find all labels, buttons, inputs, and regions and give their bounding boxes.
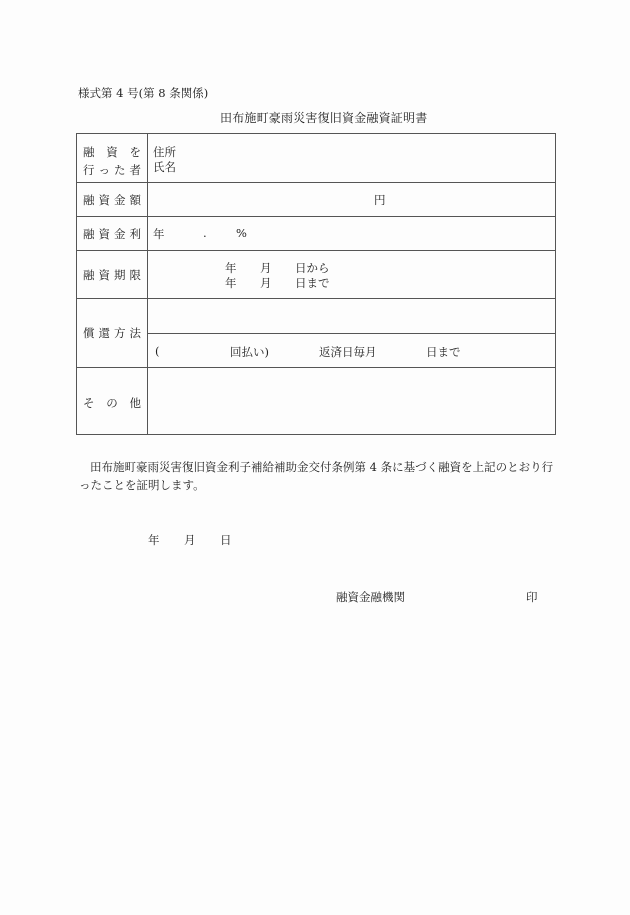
certification-text: [79, 458, 559, 494]
period-from-month: 月: [260, 261, 272, 275]
label-char: 資: [98, 268, 110, 282]
name-field[interactable]: [153, 159, 176, 175]
label-char: 利: [129, 227, 141, 241]
label-char: 資: [98, 227, 110, 241]
loan-amount-label: [83, 192, 141, 208]
name-label: 氏名: [153, 160, 176, 174]
yen-unit: 円: [374, 193, 386, 207]
label-char: そ: [83, 396, 95, 410]
decimal-point: .: [203, 226, 207, 240]
interest-rate-field[interactable]: [148, 217, 555, 250]
until-label: 日まで: [426, 345, 461, 359]
certification-sentence: 田布施町豪雨災害復旧資金利子補給補助金交付条例第 4 条に基づく融資を上記のとおり行ったことを証明します。: [79, 460, 554, 492]
repayment-method-label: [83, 325, 141, 341]
loan-period-label: [83, 267, 141, 283]
repay-day-label: 返済日毎月: [319, 345, 377, 359]
label-char: 金: [114, 193, 126, 207]
lender-label-char: 行: [83, 163, 95, 177]
label-char: 期: [114, 268, 126, 282]
label-char: 法: [129, 326, 141, 340]
seal-mark: 印: [526, 590, 538, 604]
date-year: 年: [148, 533, 160, 547]
lender-label-char: 融: [83, 145, 95, 159]
label-char: の: [106, 396, 118, 410]
annual-prefix: 年: [153, 227, 165, 241]
lender-label-char: 者: [129, 163, 141, 177]
period-from-day: 日から: [295, 261, 330, 275]
period-to-year: 年: [225, 276, 237, 290]
period-to-month: 月: [260, 276, 272, 290]
label-char: 融: [83, 193, 95, 207]
installments-label: 回払い): [230, 345, 269, 359]
other-field[interactable]: [148, 368, 555, 434]
lender-label-char: を: [129, 145, 141, 159]
lender-label-char: た: [114, 163, 126, 177]
label-char: 融: [83, 227, 95, 241]
loan-period-field[interactable]: [148, 251, 555, 298]
label-char: 資: [98, 193, 110, 207]
date-day: 日: [220, 533, 232, 547]
other-label: [83, 395, 141, 411]
label-char: 還: [98, 326, 110, 340]
date-month: 月: [184, 533, 196, 547]
lender-label: [83, 144, 141, 178]
institution-label: 融資金融機関: [336, 590, 405, 604]
label-char: 限: [129, 268, 141, 282]
label-char: 融: [83, 268, 95, 282]
open-paren: (: [155, 344, 160, 358]
lender-label-char: っ: [98, 163, 110, 177]
loan-amount-field[interactable]: [148, 183, 555, 216]
period-to-day: 日まで: [295, 276, 330, 290]
document-title: 田布施町豪雨災害復旧資金融資証明書: [220, 111, 428, 125]
label-char: 方: [114, 326, 126, 340]
repayment-method-field[interactable]: [148, 299, 555, 333]
form-number: 様式第 4 号(第 8 条関係): [78, 86, 209, 100]
label-char: 他: [129, 396, 141, 410]
percent-sign: %: [236, 226, 247, 240]
interest-rate-label: [83, 226, 141, 242]
label-char: 償: [83, 326, 95, 340]
address-label: 住所: [153, 145, 176, 159]
certificate-table: [76, 133, 556, 435]
label-char: 金: [114, 227, 126, 241]
lender-label-char: 資: [106, 145, 118, 159]
label-char: 額: [129, 193, 141, 207]
period-from-year: 年: [225, 261, 237, 275]
address-field[interactable]: [153, 144, 176, 160]
